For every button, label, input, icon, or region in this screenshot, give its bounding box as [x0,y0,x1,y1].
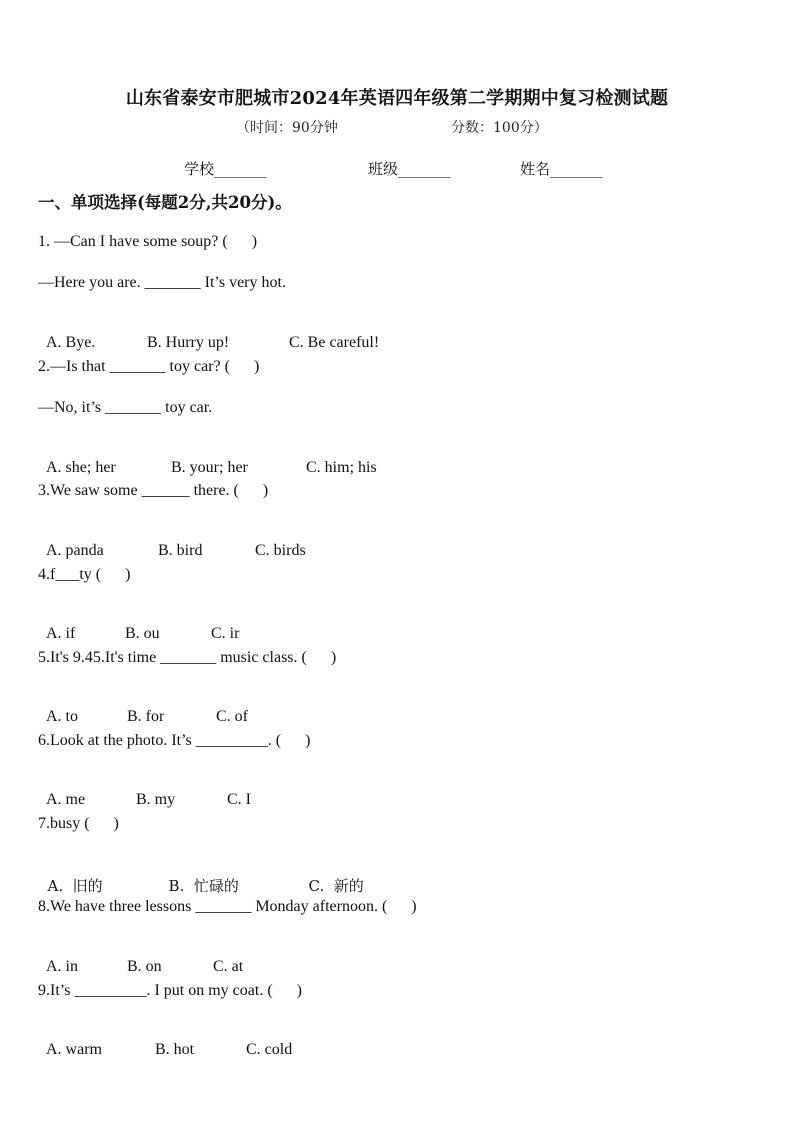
question-7-options [38,857,364,896]
question-3-options [38,524,306,560]
option-a[interactable]: A. panda [46,542,104,559]
question-4-options [38,607,239,643]
option-a[interactable]: A. she; her [46,459,116,476]
option-c[interactable]: C. ir [211,625,240,642]
option-b[interactable]: B. 忙碌的 [168,877,239,895]
option-c[interactable]: C. 新的 [308,877,364,895]
question-3-line-1: 3.We saw some ______ there. ( ) [38,482,269,499]
option-b[interactable]: B. ou [125,625,160,642]
option-c[interactable]: C. Be careful! [289,334,380,351]
option-a[interactable]: A. me [46,791,86,808]
option-c[interactable]: C. him; his [306,459,377,476]
question-8-options [38,940,243,976]
question-9-options [38,1023,292,1059]
question-9-line-1: 9.It’s _________. I put on my coat. ( ) [38,982,302,999]
question-7-line-1: 7.busy ( ) [38,815,119,832]
option-c[interactable]: C. I [227,791,251,808]
option-b[interactable]: B. hot [155,1041,195,1058]
option-b[interactable]: B. your; her [171,459,248,476]
option-a[interactable]: A. to [46,708,78,725]
question-6-line-1: 6.Look at the photo. It’s _________. ( ) [38,732,311,749]
option-a[interactable]: A. in [46,958,78,975]
option-c[interactable]: C. birds [255,542,306,559]
option-a[interactable]: A. Bye. [46,334,96,351]
question-4-line-1: 4.f___ty ( ) [38,566,131,583]
question-6-options [38,773,251,809]
option-b[interactable]: B. my [136,791,176,808]
option-b[interactable]: B. on [127,958,162,975]
exam-title: 山东省泰安市肥城市2024年英语四年级第二学期期中复习检测试题 [125,88,669,109]
exam-time: （时间：90分钟 [236,120,338,136]
school-field[interactable]: 学校_______ [184,160,267,178]
question-8-line-1: 8.We have three lessons _______ Monday afternoon. ( ) [38,898,417,915]
exam-score: 分数：100分） [451,120,548,136]
class-field[interactable]: 班级_______ [368,160,451,178]
option-a[interactable]: A. 旧的 [47,877,103,895]
question-5-line-1: 5.It's 9.45.It's time _______ music class. ( ) [38,649,337,666]
option-c[interactable]: C. at [213,958,244,975]
question-2-line-1: 2.—Is that _______ toy car? ( ) [38,358,260,375]
option-a[interactable]: A. if [46,625,76,642]
question-5-options [38,690,248,726]
student-info-fields [0,158,794,180]
option-b[interactable]: B. Hurry up! [147,334,230,351]
exam-info [0,117,794,137]
option-b[interactable]: B. bird [158,542,203,559]
question-2-options [38,441,377,477]
question-2-line-2: —No, it’s _______ toy car. [38,399,213,416]
option-c[interactable]: C. cold [246,1041,293,1058]
option-b[interactable]: B. for [127,708,165,725]
section-heading: 一、单项选择(每题2分,共20分)。 [38,193,292,212]
question-1-line-2: —Here you are. _______ It’s very hot. [38,274,286,291]
name-field[interactable]: 姓名_______ [520,160,603,178]
option-a[interactable]: A. warm [46,1041,102,1058]
question-1-options [38,316,379,352]
option-c[interactable]: C. of [216,708,248,725]
question-1-line-1: 1. —Can I have some soup? ( ) [38,233,258,250]
